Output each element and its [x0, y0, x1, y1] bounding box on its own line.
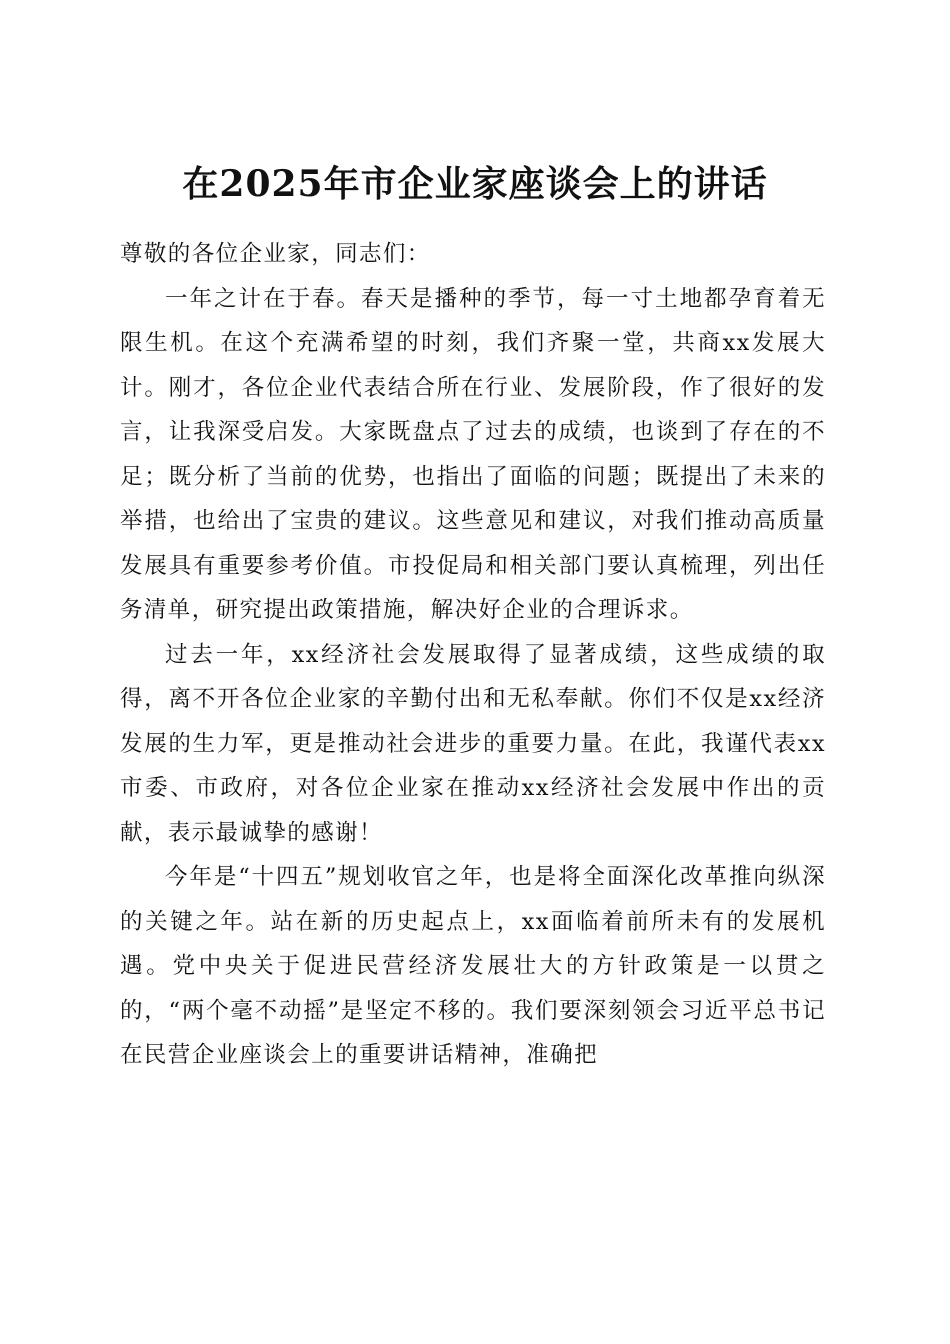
paragraph-3: 今年是“十四五”规划收官之年，也是将全面深化改革推向纵深的关键之年。站在新的历史起点上，xx面临着前所未有的发展机遇。党中央关于促进民营经济发展壮大的方针政策是一以贯之的，“两个毫不动摇”是坚定不移的。我们要深刻领会习近平总书记在民营企业座谈会上的重要讲话精神，准确把 [120, 864, 826, 1068]
salutation: 尊敬的各位企业家，同志们： [120, 241, 431, 267]
document-title: 在2025年市企业家座谈会上的讲话 [182, 163, 768, 206]
paragraph-1: 一年之计在于春。春天是播种的季节，每一寸土地都孕育着无限生机。在这个充满希望的时刻，我们齐聚一堂，共商xx发展大计。刚才，各位企业代表结合所在行业、发展阶段，作了很好的发言，让我深受启发。大家既盘点了过去的成绩，也谈到了存在的不足；既分析了当前的优势，也指出了面临的问题；既提出了未来的举措，也给出了宝贵的建议。这些意见和建议，对我们推动高质量发展具有重要参考价值。市投促局和相关部门要认真梳理，列出任务清单，研究提出政策措施，解决好企业的合理诉求。 [120, 285, 826, 623]
document-body [120, 232, 826, 1078]
paragraph-2: 过去一年，xx经济社会发展取得了显著成绩，这些成绩的取得，离不开各位企业家的辛勤付出和无私奉献。你们不仅是xx经济发展的生力军，更是推动社会进步的重要力量。在此，我谨代表xx市委、市政府，对各位企业家在推动xx经济社会发展中作出的贡献，表示最诚挚的感谢！ [120, 641, 826, 846]
